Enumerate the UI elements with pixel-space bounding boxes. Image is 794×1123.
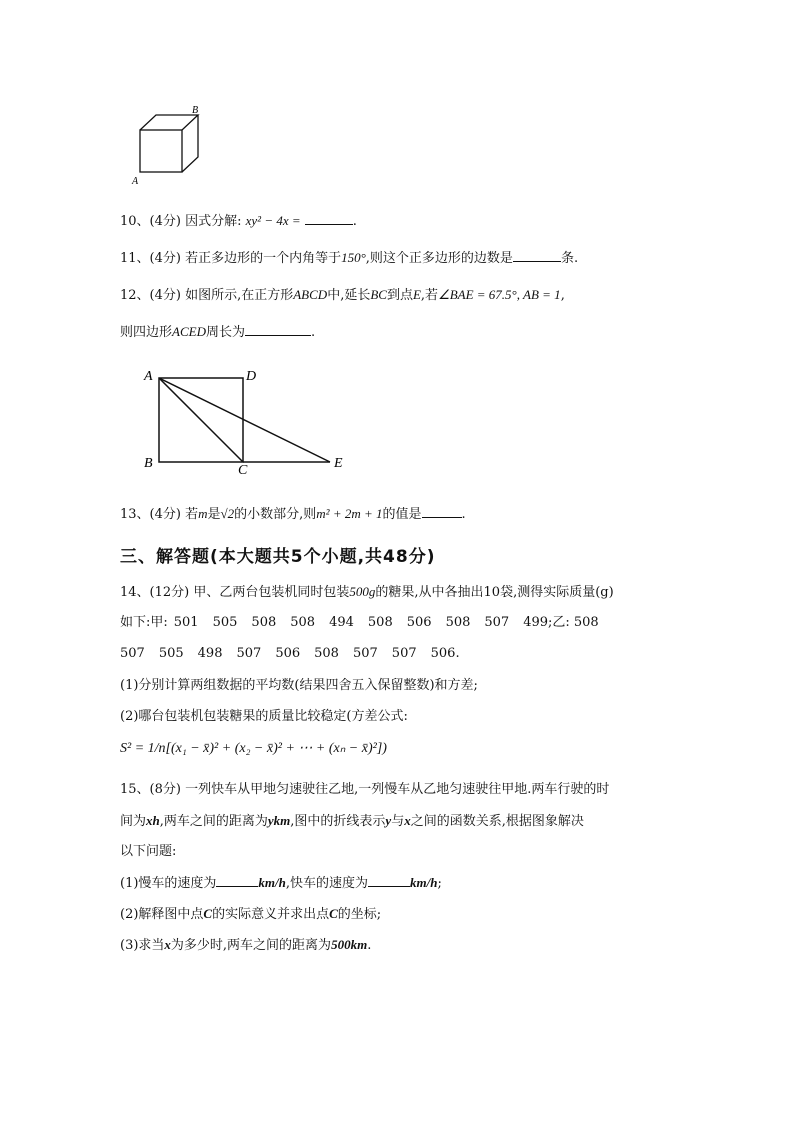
fast-speed-blank[interactable] — [368, 874, 410, 887]
question-14-line3: 507 505 498 507 506 508 507 507 506. — [120, 646, 460, 661]
square-figure — [140, 364, 360, 474]
question-15-sub2: (2)解释图中点C的实际意义并求出点C的坐标; — [120, 906, 382, 922]
question-10: 10、(4分) 因式分解: xy² − 4x = . — [120, 213, 357, 229]
q12-answer-blank[interactable] — [245, 323, 311, 336]
cube-side-face — [182, 115, 198, 172]
segment-ac — [159, 378, 243, 462]
cube-label-a: A — [132, 176, 139, 187]
q10-expression: xy² − 4x = — [245, 213, 301, 228]
question-12-line1: 12、(4分) 如图所示,在正方形ABCD中,延长BC到点E,若∠BAE = 67.5°, AB = 1, — [120, 287, 565, 303]
variance-formula: S² = 1/n[(x₁ − x̄)² + (x₂ − x̄)² + ⋯ + (xₙ − x̄)²]) — [120, 741, 387, 756]
label-e: E — [334, 456, 343, 471]
slow-speed-blank[interactable] — [216, 874, 258, 887]
cube-figure — [128, 100, 208, 190]
question-15-line2: 间为xh,两车之间的距离为ykm,图中的折线表示y与x之间的函数关系,根据图象解决 — [120, 813, 584, 829]
question-15-sub3: (3)求当x为多少时,两车之间的距离为500km. — [120, 937, 372, 953]
question-15-line1: 15、(8分) 一列快车从甲地匀速驶往乙地,一列慢车从乙地匀速驶往甲地.两车行驶的时 — [120, 782, 610, 797]
question-14-line1: 14、(12分) 甲、乙两台包装机同时包装500g的糖果,从中各抽出10袋,测得实际质量(g) — [120, 584, 614, 600]
label-b: B — [144, 456, 153, 471]
q10-answer-blank[interactable] — [305, 212, 353, 225]
q11-answer-blank[interactable] — [513, 249, 561, 262]
cube-front-face — [140, 130, 182, 172]
cube-top-face — [140, 115, 198, 130]
section-title: 三、解答题(本大题共5个小题,共48分) — [120, 547, 436, 567]
question-12-line2: 则四边形ACED周长为 . — [120, 324, 316, 340]
question-15-sub1: (1)慢车的速度为 km/h,快车的速度为 km/h; — [120, 875, 442, 891]
question-15-line3: 以下问题: — [120, 844, 177, 859]
question-11: 11、(4分) 若正多边形的一个内角等于150°,则这个正多边形的边数是 条. — [120, 250, 579, 266]
label-d: D — [246, 369, 257, 384]
label-c: C — [238, 463, 248, 474]
question-14-sub1: (1)分别计算两组数据的平均数(结果四舍五入保留整数)和方差; — [120, 678, 478, 693]
label-a: A — [144, 369, 153, 384]
cube-label-b: B — [192, 105, 199, 116]
q13-answer-blank[interactable] — [422, 505, 462, 518]
question-13: 13、(4分) 若m是√2的小数部分,则m² + 2m + 1的值是 . — [120, 506, 466, 522]
question-14-line2: 如下:甲: 501 505 508 508 494 508 506 508 507 499;乙: 508 — [120, 615, 599, 630]
question-14-sub2: (2)哪台包装机包装糖果的质量比较稳定(方差公式: — [120, 709, 408, 724]
segment-ae — [159, 378, 330, 462]
